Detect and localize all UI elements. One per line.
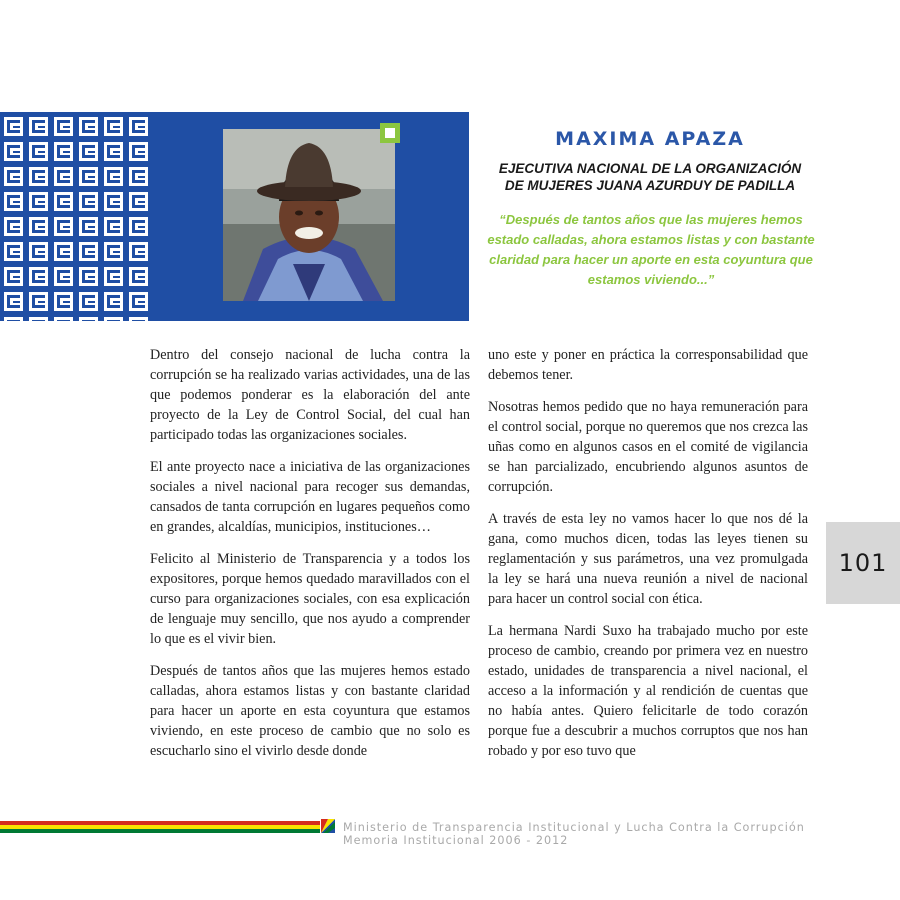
accent-square-icon [380, 123, 400, 143]
footer-memoria: Memoria Institucional 2006 - 2012 [343, 834, 569, 847]
body-column-left [150, 345, 470, 773]
profile-quote: “Después de tantos años que las mujeres hemos estado calladas, ahora estamos listas y con bastante claridad para hacer un aporte en esta coyuntura que estamos viviendo...” [487, 212, 815, 287]
header-banner [0, 112, 469, 321]
paragraph: La hermana Nardi Suxo ha trabajado mucho por este proceso de cambio, creando por primera vez en nuestro estado, unidades de transparencia a nivel nacional, el acceso a la información y al rendición de cuentas que no había antes. Quiero felicitarle de todo corazón porque fue a descubrir a muchos corruptos que nos han robado y por eso tuvo que [488, 623, 808, 759]
paragraph: Dentro del consejo nacional de lucha contra la corrupción se ha realizado varias actividades, una de las que podemos ponderar es la elaboración del ante proyecto de la Ley de Control Social, del cual han participado todas las organizaciones sociales. [150, 347, 470, 443]
paragraph: A través de esta ley no vamos hacer lo que nos dé la gana, como muchos dicen, todas las leyes tienen su reglamentación y sus parámetros, una vez promulgada la ley se hará una nueva reunión a nivel de nacional para hacer un control social con ética. [488, 511, 808, 607]
bolivian-flag-stripe [0, 821, 320, 833]
paragraph: Nosotras hemos pedido que no haya remuneración para el control social, porque no queremos que nos crezca las uñas como en algunos casos en el comité de vigilancia se han parcializado, encubriendo algunos asuntos de corrupción. [488, 399, 808, 495]
profile-role [480, 160, 820, 194]
role-line-1: EJECUTIVA NACIONAL DE LA ORGANIZACIÓN [498, 161, 802, 176]
portrait-photo [223, 129, 395, 301]
profile-name: MAXIMA APAZA [555, 128, 745, 150]
footer-ministry: Ministerio de Transparencia Institucional y Lucha Contra la Corrupción [343, 821, 805, 834]
role-line-2: DE MUJERES JUANA AZURDUY DE PADILLA [504, 178, 796, 193]
page-number: 101 [826, 522, 900, 604]
wiphala-emblem-icon [321, 819, 335, 833]
paragraph: El ante proyecto nace a iniciativa de las organizaciones sociales a nivel nacional para recoger sus demandas, cansados de tanta corrupción en lugares pequeños como en grandes, alcaldías, municipios, instituciones… [150, 459, 470, 535]
body-column-right [488, 345, 808, 773]
paragraph: Felicito al Ministerio de Transparencia y a todos los expositores, porque hemos quedado maravillados con el curso para organizaciones sociales, con esa explicación de lenguaje muy sencillo, que nos ayudo a comprender lo que es el vivir bien. [150, 551, 470, 647]
footer-credits [343, 821, 863, 847]
greek-key-pattern [0, 112, 152, 321]
paragraph: uno este y poner en práctica la corresponsabilidad que debemos tener. [488, 347, 808, 383]
paragraph: Después de tantos años que las mujeres hemos estado calladas, ahora estamos listas y con bastante claridad para hacer un aporte en esta coyuntura que estamos viviendo, en este proceso de cambio que no solo es escucharlo sino el vivirlo desde donde [150, 663, 470, 759]
